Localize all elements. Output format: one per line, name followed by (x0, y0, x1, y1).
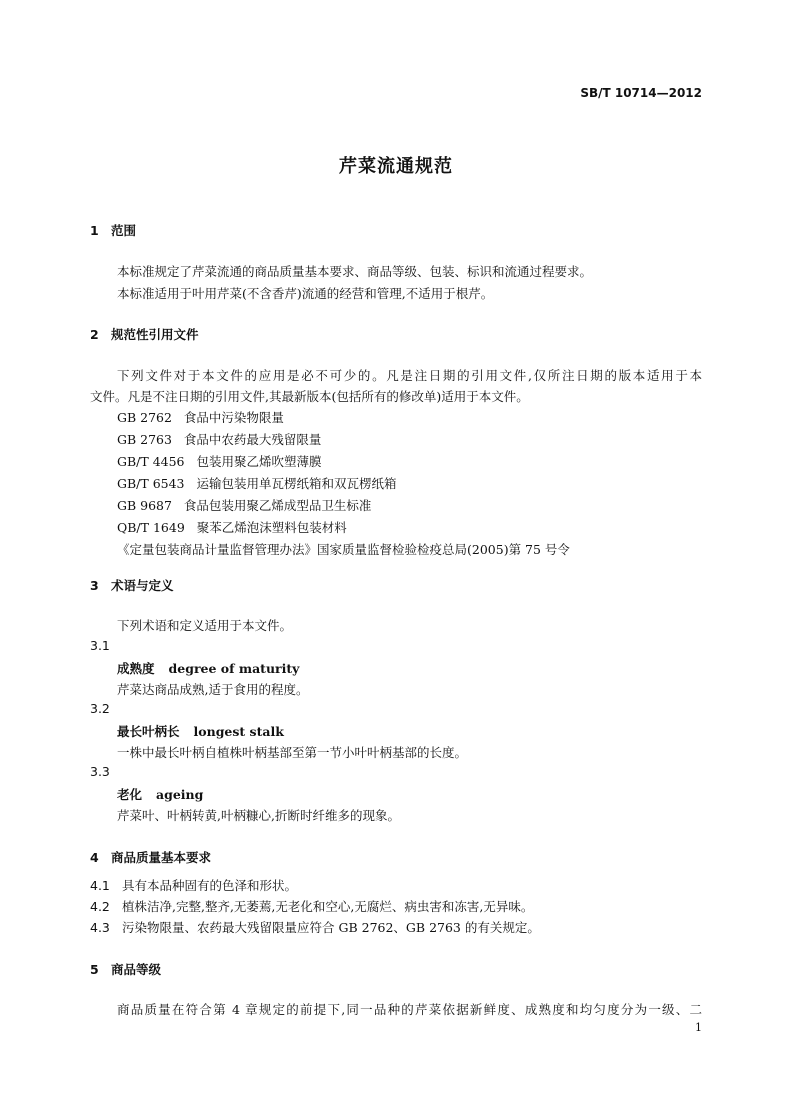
reference-code: QB/T 1649 (117, 520, 185, 535)
item-number: 4.3 (90, 920, 110, 935)
reference-item (117, 474, 396, 492)
reference-item (117, 496, 371, 514)
section-4-heading (90, 848, 211, 866)
term-heading (117, 722, 284, 740)
paragraph: 本标准适用于叶用芹菜(不含香芹)流通的经营和管理,不适用于根芹。 (117, 286, 494, 301)
term-chinese: 成熟度 (117, 661, 155, 676)
requirement-item (90, 897, 533, 915)
term-english: ageing (156, 787, 204, 802)
term-heading (117, 659, 299, 677)
section-title: 术语与定义 (111, 578, 174, 593)
reference-item (117, 430, 321, 448)
reference-item (117, 408, 284, 426)
reference-name: 包装用聚乙烯吹塑薄膜 (196, 454, 322, 469)
requirement-item (90, 876, 297, 894)
section-1-heading (90, 221, 136, 239)
term-chinese: 老化 (117, 787, 143, 802)
section-title: 商品等级 (111, 962, 162, 977)
reference-code: GB 2763 (117, 432, 172, 447)
term-number: 3.1 (90, 638, 110, 653)
requirement-item (90, 918, 540, 936)
item-text: 植株洁净,完整,整齐,无萎蔫,无老化和空心,无腐烂、病虫害和冻害,无异味。 (122, 899, 534, 914)
reference-name: 聚苯乙烯泡沫塑料包装材料 (196, 520, 347, 535)
section-number: 4 (90, 850, 99, 865)
term-definition: 芹菜达商品成熟,适于食用的程度。 (117, 682, 309, 697)
reference-code: GB/T 4456 (117, 454, 185, 469)
section-5-heading (90, 960, 161, 978)
section-number: 2 (90, 327, 99, 342)
document-title: 芹菜流通规范 (339, 156, 453, 177)
term-heading (117, 785, 203, 803)
term-english: degree of maturity (168, 661, 300, 676)
section-number: 5 (90, 962, 99, 977)
term-number: 3.2 (90, 701, 110, 716)
reference-name: 食品包装用聚乙烯成型品卫生标准 (183, 498, 372, 513)
section-2-heading (90, 325, 199, 343)
item-text: 污染物限量、农药最大残留限量应符合 GB 2762、GB 2763 的有关规定。 (122, 920, 540, 935)
paragraph: 下列术语和定义适用于本文件。 (117, 618, 293, 633)
section-title: 商品质量基本要求 (111, 850, 212, 865)
item-text: 具有本品种固有的色泽和形状。 (122, 878, 298, 893)
reference-name: 食品中农药最大残留限量 (183, 432, 322, 447)
reference-name: 运输包装用单瓦楞纸箱和双瓦楞纸箱 (196, 476, 397, 491)
reference-item: 《定量包装商品计量监督管理办法》国家质量监督检验检疫总局(2005)第 75 号令 (117, 542, 570, 557)
section-number: 3 (90, 578, 99, 593)
item-number: 4.2 (90, 899, 110, 914)
paragraph: 下列文件对于本文件的应用是必不可少的。凡是注日期的引用文件,仅所注日期的版本适用于本 (117, 368, 702, 383)
section-number: 1 (90, 223, 99, 238)
term-english: longest stalk (193, 724, 284, 739)
standard-number: SB/T 10714—2012 (580, 86, 702, 100)
term-definition: 一株中最长叶柄自植株叶柄基部至第一节小叶叶柄基部的长度。 (117, 745, 468, 760)
section-title: 规范性引用文件 (111, 327, 199, 342)
reference-code: GB/T 6543 (117, 476, 185, 491)
section-3-heading (90, 576, 174, 594)
term-definition: 芹菜叶、叶柄转黄,叶柄糠心,折断时纤维多的现象。 (117, 808, 400, 823)
term-chinese: 最长叶柄长 (117, 724, 180, 739)
paragraph: 本标准规定了芹菜流通的商品质量基本要求、商品等级、包装、标识和流通过程要求。 (117, 264, 593, 279)
item-number: 4.1 (90, 878, 110, 893)
section-title: 范围 (111, 223, 137, 238)
reference-item (117, 452, 321, 470)
reference-name: 食品中污染物限量 (183, 410, 284, 425)
reference-code: GB 9687 (117, 498, 172, 513)
reference-code: GB 2762 (117, 410, 172, 425)
paragraph: 文件。凡是不注日期的引用文件,其最新版本(包括所有的修改单)适用于本文件。 (90, 389, 529, 404)
term-number: 3.3 (90, 764, 110, 779)
reference-item (117, 518, 347, 536)
paragraph: 商品质量在符合第 4 章规定的前提下,同一品种的芹菜依据新鲜度、成熟度和均匀度分为一级、二 (117, 1002, 702, 1017)
page-number: 1 (695, 1021, 702, 1034)
